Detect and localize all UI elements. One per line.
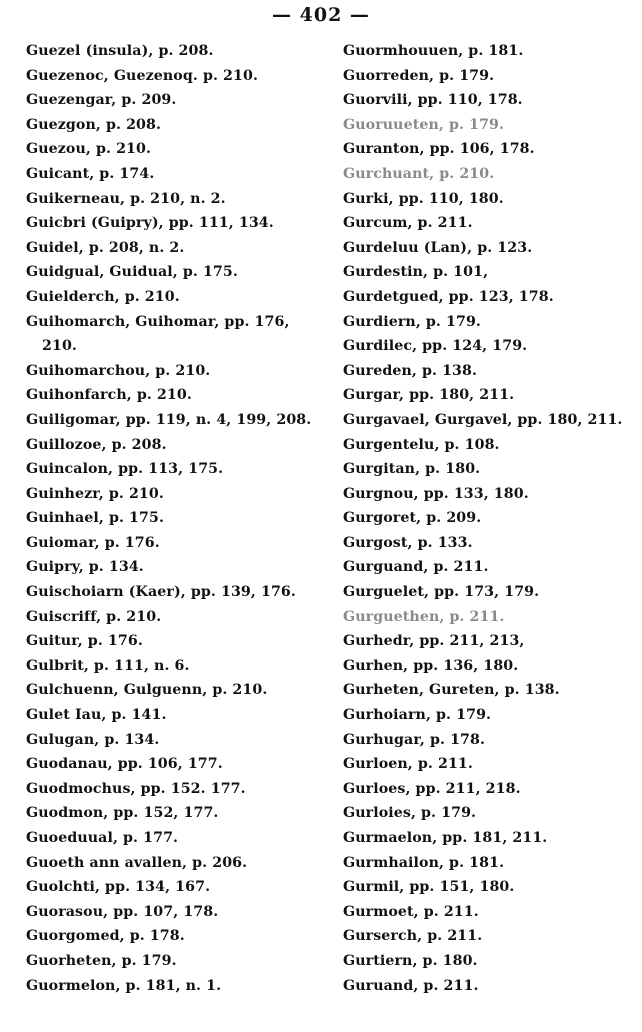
index-entry: Guitur, p. 176. bbox=[26, 633, 143, 650]
index-entry: Guodmon, pp. 152, 177. bbox=[26, 805, 219, 822]
index-entry: Guormelon, p. 181, n. 1. bbox=[26, 977, 222, 994]
index-entry: Guruand, p. 211. bbox=[343, 977, 479, 994]
index-entry: Guoeth ann avallen, p. 206. bbox=[26, 854, 248, 871]
index-entry: Guidgual, Guidual, p. 175. bbox=[26, 264, 238, 281]
index-entry: Guorreden, p. 179. bbox=[343, 67, 495, 84]
index-entry: Gurdilec, pp. 124, 179. bbox=[343, 338, 528, 355]
index-entry: Guihonfarch, p. 210. bbox=[26, 387, 192, 404]
index-entry: Guezengar, p. 209. bbox=[26, 92, 177, 109]
index-entry: Guormhouuen, p. 181. bbox=[343, 43, 524, 59]
index-entry: Gulchuenn, Gulguenn, p. 210. bbox=[26, 682, 268, 699]
index-entry: Gurgavael, Gurgavel, pp. 180, 211. bbox=[343, 411, 623, 428]
index-entry: Guezenoc, Guezenoq. p. 210. bbox=[26, 67, 259, 84]
index-entry: Guezel (insula), p. 208. bbox=[26, 43, 214, 59]
index-column-left bbox=[26, 39, 326, 998]
index-entry: Guincalon, pp. 113, 175. bbox=[26, 461, 224, 478]
index-entry: Gurmaelon, pp. 181, 211. bbox=[343, 830, 548, 846]
index-entry: Gurki, pp. 110, 180. bbox=[343, 190, 504, 207]
index-entry: Gurhedr, pp. 211, 213, bbox=[343, 633, 525, 650]
index-entry: Gurloies, p. 179. bbox=[343, 805, 477, 822]
index-entry: Gulugan, p. 134. bbox=[26, 731, 160, 748]
index-entry: Guikerneau, p. 210, n. 2. bbox=[26, 190, 226, 207]
index-entry: Guielderch, p. 210. bbox=[26, 288, 180, 305]
index-entry: Gurdeluu (Lan), p. 123. bbox=[343, 239, 533, 256]
index-entry: Gurloes, pp. 211, 218. bbox=[343, 780, 521, 797]
index-entry: Guezou, p. 210. bbox=[26, 141, 152, 158]
index-entry: Guiligomar, pp. 119, n. 4, 199, 208. bbox=[26, 411, 312, 428]
index-entry: Guillozoe, p. 208. bbox=[26, 436, 167, 453]
index-entry: Guoeduual, p. 177. bbox=[26, 830, 179, 846]
index-entry: Gurhen, pp. 136, 180. bbox=[343, 657, 519, 674]
index-entry: Guorvili, pp. 110, 178. bbox=[343, 92, 523, 109]
index-entry: Gurdestin, p. 101, bbox=[343, 264, 489, 281]
index-entry: Guodmochus, pp. 152. 177. bbox=[26, 780, 246, 797]
index-entry: Gurchuant, p. 210. bbox=[343, 165, 495, 182]
index-entry: Gurguelet, pp. 173, 179. bbox=[343, 584, 540, 601]
page-number: — 402 — bbox=[272, 4, 370, 26]
index-entry: Guiscriff, p. 210. bbox=[26, 608, 162, 625]
index-entry: Gurhugar, p. 178. bbox=[343, 731, 486, 748]
index-entry: Guinhezr, p. 210. bbox=[26, 485, 164, 502]
index-entry: Gureden, p. 138. bbox=[343, 362, 478, 379]
index-entry: Gurserch, p. 211. bbox=[343, 928, 483, 945]
index-entry: Guoruueten, p. 179. bbox=[343, 116, 505, 133]
index-entry: Gurgoret, p. 209. bbox=[343, 510, 482, 527]
index-entry: Gurhoiarn, p. 179. bbox=[343, 707, 492, 724]
index-entry: Guipry, p. 134. bbox=[26, 559, 144, 576]
index-entry: Gurtiern, p. 180. bbox=[343, 952, 478, 969]
index-entry: Guezgon, p. 208. bbox=[26, 116, 162, 133]
index-entry: Gurmoet, p. 211. bbox=[343, 903, 479, 920]
index-entry: Gurgitan, p. 180. bbox=[343, 461, 481, 478]
index-entry: Gurguand, p. 211. bbox=[343, 559, 489, 576]
index-entry: Guischoiarn (Kaer), pp. 139, 176. bbox=[26, 584, 296, 601]
index-entry: Guinhael, p. 175. bbox=[26, 510, 164, 527]
index-entry: Guihomarchou, p. 210. bbox=[26, 362, 211, 379]
index-entry: Gurloen, p. 211. bbox=[343, 756, 473, 773]
index-entry: Guolchti, pp. 134, 167. bbox=[26, 879, 211, 896]
index-column-right bbox=[343, 39, 642, 998]
index-entry: Gurguethen, p. 211. bbox=[343, 608, 505, 625]
index-entry: Gulbrit, p. 111, n. 6. bbox=[26, 657, 190, 674]
index-entry: Guranton, pp. 106, 178. bbox=[343, 141, 535, 158]
index-entry: Gulet Iau, p. 141. bbox=[26, 707, 167, 724]
index-entry: Gurmhailon, p. 181. bbox=[343, 854, 505, 871]
index-entry: Guorheten, p. 179. bbox=[26, 952, 177, 969]
index-entry: Gurgar, pp. 180, 211. bbox=[343, 387, 515, 404]
index-entry: Gurheten, Gureten, p. 138. bbox=[343, 682, 560, 699]
index-entry: Gurgentelu, p. 108. bbox=[343, 436, 500, 453]
index-entry: Guidel, p. 208, n. 2. bbox=[26, 239, 185, 256]
index-entry: Guihomarch, Guihomar, pp. 176, 210. bbox=[26, 313, 290, 355]
index-entry: Guiomar, p. 176. bbox=[26, 534, 160, 551]
index-entry: Gurmil, pp. 151, 180. bbox=[343, 879, 515, 896]
index-entry: Guorgomed, p. 178. bbox=[26, 928, 185, 945]
index-entry: Guicbri (Guipry), pp. 111, 134. bbox=[26, 215, 274, 232]
index-entry: Gurgost, p. 133. bbox=[343, 534, 473, 551]
index-entry: Guorasou, pp. 107, 178. bbox=[26, 903, 219, 920]
index-entry: Gurdiern, p. 179. bbox=[343, 313, 481, 330]
index-entry: Guodanau, pp. 106, 177. bbox=[26, 756, 223, 773]
index-entry: Gurgnou, pp. 133, 180. bbox=[343, 485, 529, 502]
index-entry: Gurcum, p. 211. bbox=[343, 215, 473, 232]
index-entry: Gurdetgued, pp. 123, 178. bbox=[343, 288, 554, 305]
index-entry: Guicant, p. 174. bbox=[26, 165, 155, 182]
